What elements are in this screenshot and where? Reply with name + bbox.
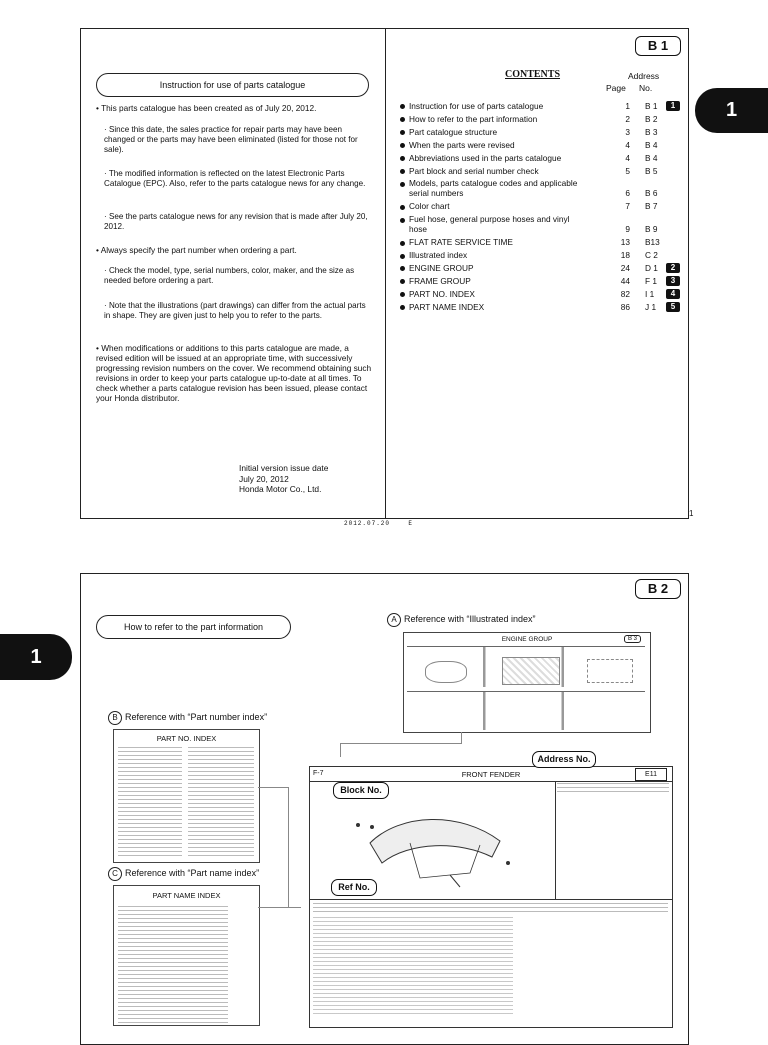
ref-b-heading — [108, 711, 267, 725]
toc-page: 2 — [625, 113, 630, 124]
bullet-dot — [400, 205, 405, 210]
toc-title-cont: hose — [409, 224, 427, 235]
bullet-dot — [400, 279, 405, 284]
engine-parts-row-2 — [407, 691, 645, 730]
toc-address: B 7 — [645, 201, 658, 212]
toc-row[interactable] — [400, 276, 688, 286]
instruction-title: Instruction for use of parts catalogue — [96, 73, 369, 97]
no-header: No. — [639, 83, 653, 93]
part-no-index-title: PART NO. INDEX — [156, 734, 217, 743]
toc-title: FLAT RATE SERVICE TIME — [409, 237, 513, 248]
toc-row[interactable] — [400, 201, 688, 211]
bullet-revisions: • When modifications or additions to this parts catalogue are made, a revised edition will be issued at an appropriate time, with successively progressing revision numbers on the cover. We recommend obtaining such revisions in order to keep your parts catalogue up-to-date at all times. To check whether a parts catalogue revision has been issued, please contact your Honda distributor. — [96, 343, 372, 403]
toc-address: B 6 — [645, 188, 658, 199]
toc-title: Part block and serial number check — [409, 165, 539, 176]
ref-no-callout: Ref No. — [331, 879, 377, 896]
bullet-dot — [400, 218, 405, 223]
toc-row[interactable] — [400, 101, 688, 111]
section-tab-label-left: 1 — [30, 646, 42, 668]
section-marker: 3 — [666, 276, 680, 286]
toc-row[interactable] — [400, 263, 688, 273]
illustrated-index-thumbnail — [403, 632, 651, 733]
bullet-dot — [400, 182, 405, 187]
part-name-index-thumbnail — [113, 885, 260, 1026]
sheet-code: F-7 — [313, 770, 324, 777]
toc-title: PART NO. INDEX — [409, 288, 475, 299]
ref-a-label: Reference with “Illustrated index” — [404, 614, 536, 624]
toc-page: 7 — [625, 201, 630, 212]
toc-title: When the parts were revised — [409, 139, 515, 150]
how-to-refer-title: How to refer to the part information — [96, 615, 291, 639]
toc-title: Fuel hose, general purpose hoses and vinyl — [409, 214, 570, 225]
toc-page: 1 — [625, 101, 630, 111]
issue-date-label: Initial version issue date — [239, 463, 329, 473]
block-no-callout: Block No. — [333, 782, 389, 799]
sub-item-sales-practice: · Since this date, the sales practice for repair parts may have been changed or the parts may have been eliminated (listed for those not for sale). — [104, 125, 358, 154]
toc-title: ENGINE GROUP — [409, 263, 474, 274]
toc-address: I 1 — [645, 288, 655, 299]
bullet-dot — [400, 130, 405, 135]
ref-b-label: Reference with “Part number index” — [125, 712, 268, 722]
toc-page: 82 — [620, 288, 630, 299]
toc-row[interactable] — [400, 140, 688, 150]
toc-row[interactable] — [400, 237, 688, 247]
toc-page: 24 — [620, 263, 630, 274]
ref-c-letter: C — [108, 867, 122, 881]
toc-address: B 4 — [645, 139, 658, 150]
toc-row[interactable] — [400, 289, 688, 299]
section-tab-1-left — [0, 634, 72, 680]
bullet-dot — [400, 117, 405, 122]
toc-row[interactable] — [400, 302, 688, 312]
toc-address: F 1 — [645, 276, 657, 286]
section-tab-label: 1 — [725, 99, 738, 121]
address-no-callout: Address No. — [532, 751, 596, 768]
toc-row[interactable] — [400, 178, 688, 198]
toc-page: 4 — [625, 152, 630, 163]
toc-title-cont: serial numbers — [409, 188, 464, 199]
issue-block — [239, 463, 328, 495]
toc-row[interactable] — [400, 166, 688, 176]
toc-address: D 1 — [645, 263, 658, 274]
toc-address: B 2 — [645, 113, 658, 124]
toc-title: How to refer to the part information — [409, 113, 538, 124]
issue-date: July 20, 2012 — [239, 473, 289, 484]
bullet-dot — [400, 169, 405, 174]
bullet-dot — [400, 305, 405, 310]
bullet-specify-part-number: • Always specify the part number when ordering a part. — [96, 245, 297, 255]
page-address-badge-2: B 2 — [635, 579, 681, 599]
toc-page: 44 — [620, 276, 630, 286]
toc-address: J 1 — [645, 301, 657, 312]
toc-address: B 5 — [645, 165, 658, 176]
toc-page: 18 — [620, 250, 630, 261]
bullet-dot — [400, 292, 405, 297]
engine-group-badge: B 3 — [624, 635, 641, 643]
toc-address: B13 — [645, 237, 660, 248]
toc-page: 6 — [625, 188, 630, 199]
section-tab-1 — [695, 88, 768, 133]
sub-item-illustrations: · Note that the illustrations (part drawings) can differ from the actual parts in shape. They are given just to help you to refer to the parts. — [104, 301, 366, 320]
sub-item-epc: · The modified information is reflected on the latest Electronic Parts Catalogue (EPC). Also, refer to the parts catalogue news for any change. — [104, 169, 366, 188]
ref-b-letter: B — [108, 711, 122, 725]
sheet-title: FRONT FENDER — [461, 770, 521, 779]
bullet-dot — [400, 104, 405, 109]
publisher: Honda Motor Co., Ltd. — [239, 484, 322, 494]
toc-page: 86 — [620, 301, 630, 312]
toc-row[interactable] — [400, 153, 688, 163]
section-marker: 4 — [666, 289, 680, 299]
ref-a-letter: A — [387, 613, 401, 627]
toc-row[interactable] — [400, 114, 688, 124]
sub-item-check-model: · Check the model, type, serial numbers, color, maker, and the size as needed before ordering a part. — [104, 266, 355, 285]
toc-row[interactable] — [400, 127, 688, 137]
section-marker: 1 — [666, 101, 680, 111]
toc-page: 3 — [625, 126, 630, 137]
bullet-dot — [400, 241, 405, 246]
toc-title: Color chart — [409, 201, 450, 212]
section-marker: 5 — [666, 302, 680, 312]
engine-parts-row-1 — [407, 646, 645, 687]
toc-row[interactable] — [400, 250, 688, 260]
page-address-badge: B 1 — [635, 36, 681, 56]
page-footer: 2012.07.20 E — [344, 520, 414, 527]
toc-address: B 4 — [645, 152, 658, 163]
ref-c-heading — [108, 867, 259, 881]
bullet-dot — [400, 254, 405, 259]
toc-title: FRAME GROUP — [409, 276, 471, 286]
parts-sheet-example — [309, 766, 673, 1028]
toc-page: 13 — [620, 237, 630, 248]
fender-shape — [370, 819, 500, 863]
toc-address: B 9 — [645, 224, 658, 235]
toc-title: Illustrated index — [409, 250, 468, 261]
toc-row[interactable] — [400, 214, 688, 234]
toc-page: 5 — [625, 165, 630, 176]
page-header: Page — [606, 83, 626, 93]
toc-page: 9 — [625, 224, 630, 235]
sub-item-news: · See the parts catalogue news for any revision that is made after July 20, 2012. — [104, 212, 368, 231]
contents-title: CONTENTS — [505, 69, 561, 80]
ref-a-heading — [387, 613, 536, 627]
bullet-dot — [400, 143, 405, 148]
section-marker: 2 — [666, 263, 680, 273]
part-number-index-thumbnail — [113, 729, 260, 863]
toc-page: 4 — [625, 139, 630, 150]
toc-title: Models, parts catalogue codes and applicable — [409, 178, 578, 189]
toc-address: B 3 — [645, 126, 658, 137]
toc-title: PART NAME INDEX — [409, 301, 485, 312]
page-number: 1 — [689, 509, 694, 518]
toc-address: C 2 — [645, 250, 658, 261]
toc-title: Abbreviations used in the parts catalogue — [409, 152, 562, 163]
bullet-creation-date: • This parts catalogue has been created as of July 20, 2012. — [96, 103, 317, 113]
page-column-divider — [385, 28, 386, 518]
bullet-dot — [400, 156, 405, 161]
sheet-address: E11 — [635, 768, 667, 781]
toc-title: Instruction for use of parts catalogue — [409, 101, 544, 111]
bullet-dot — [400, 266, 405, 271]
toc-address: B 1 — [645, 101, 658, 111]
part-name-index-title: PART NAME INDEX — [152, 891, 221, 900]
toc-title: Part catalogue structure — [409, 126, 498, 137]
ref-c-label: Reference with “Part name index” — [125, 868, 260, 878]
engine-group-title: ENGINE GROUP — [501, 636, 553, 643]
address-header: Address — [628, 71, 660, 81]
